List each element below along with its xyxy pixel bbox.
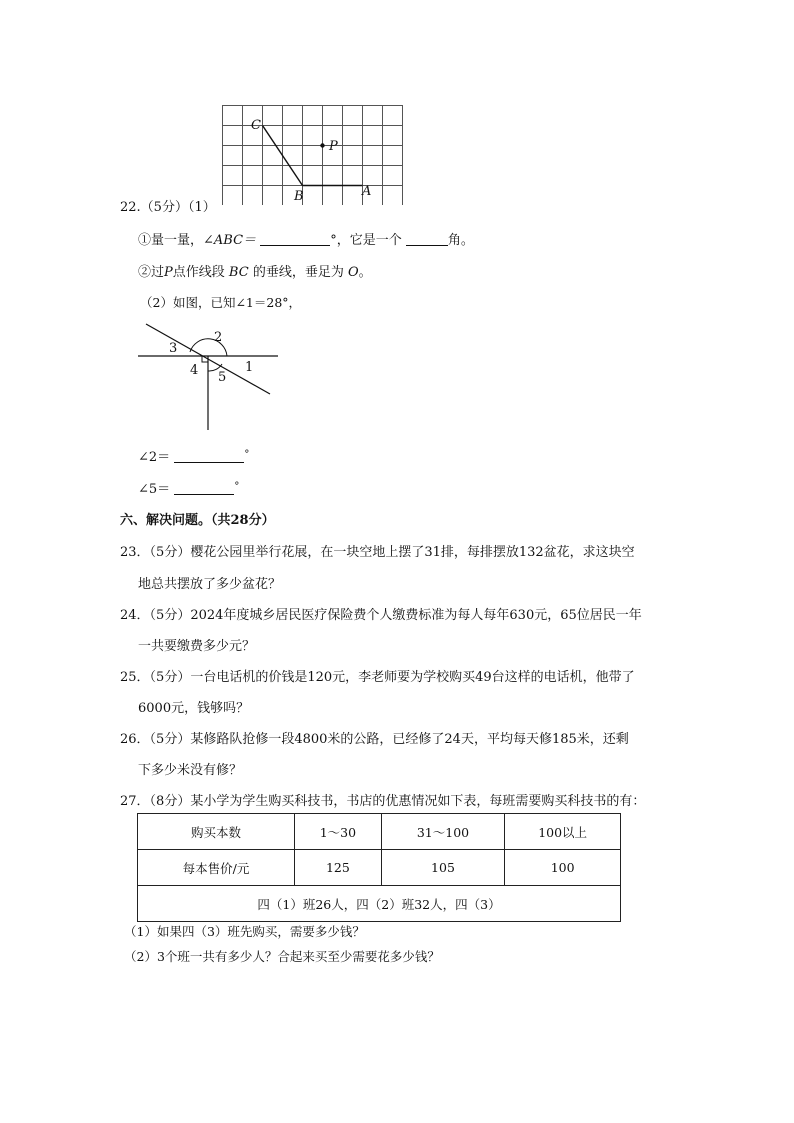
table-cell: 105 [381,850,505,886]
table-cell: 100 [505,850,621,886]
section-6-heading: 六、解决问题。（共28分） [120,513,275,528]
q24-line1: 24．（5分）2024年度城乡居民医疗保险费个人缴费标准为每人每年630元，65位居民一年 [120,608,642,623]
answer-blank-angle5[interactable] [174,482,234,495]
q27-sub2: （2）3个班一共有多少人？合起来买至少需要花多少钱？ [124,949,440,964]
table-cell: 每本售价/元 [138,850,295,886]
q22-line2-p: P [164,265,173,280]
q22-ans2 [138,446,249,465]
label-c: C [251,118,261,133]
label-b: B [294,189,304,204]
q26-line1: 26．（5分）某修路队抢修一段4800米的公路，已经修了24天，平均每天修185米，还剩 [120,732,629,747]
q22-line2-c: 的垂线，垂足为 [252,265,344,280]
q22-ans2-label: ∠2＝ [138,450,171,465]
q22-line2 [138,261,372,280]
q25-line2: 6000元，钱够吗？ [138,701,250,716]
q22-line2-o: O [347,265,359,280]
table-cell: 125 [295,850,382,886]
q26-line2: 下多少米没有修？ [138,763,243,778]
q23-line2: 地总共摆放了多少盆花？ [138,577,282,592]
angle-label-4: 4 [190,363,199,378]
q22-ans2-deg: ° [244,449,250,460]
answer-blank-angle-type[interactable] [406,233,448,246]
grid-figure [218,100,408,205]
angle-label-3: 3 [169,341,178,356]
q22-line2-bc: BC [228,265,249,280]
q22-line1-deg: °，它是一个 [330,233,402,248]
table-row [138,886,621,922]
table-cell: 100以上 [505,814,621,850]
q25-line1: 25．（5分）一台电话机的价钱是120元，李老师要为学校购买49台这样的电话机，他带了 [120,670,635,685]
q22-line1 [138,229,474,248]
point-p [320,143,324,147]
answer-blank-abc[interactable] [260,233,330,246]
q24-line2: 一共要缴费多少元？ [138,639,256,654]
angle-label-5: 5 [218,370,227,385]
table-cell-class-sizes: 四（1）班26人，四（2）班32人，四（3） [138,886,621,922]
q23-line1: 23．（5分）樱花公园里举行花展，在一块空地上摆了31排，每排摆放132盆花，求这块空 [120,545,635,560]
answer-blank-angle2[interactable] [174,450,244,463]
q22-line2-d: 。 [358,265,372,280]
q22-line2-a: ②过 [138,265,165,280]
label-p: P [329,139,338,154]
angle-figure [132,318,282,433]
table-row [138,814,621,850]
q22-part2: （2）如图，已知∠1＝28°， [140,295,302,310]
q22-line1-suffix: 角。 [447,233,474,248]
angle-label-2: 2 [214,330,223,345]
price-table [137,813,621,922]
q22-angle-abc: ∠ABC＝ [203,233,257,248]
q27-sub1: （1）如果四（3）班先购买，需要多少钱？ [124,924,365,939]
angle-label-1: 1 [245,360,254,375]
q22-number: 22.（5分）（1） [120,200,216,215]
table-cell: 购买本数 [138,814,295,850]
table-cell: 31～100 [381,814,505,850]
q22-line1-prefix: ①量一量， [138,233,204,248]
q22-ans5-label: ∠5＝ [138,482,171,497]
table-cell: 1～30 [295,814,382,850]
q22-ans5 [138,478,239,497]
q22-line2-b: 点作线段 [172,265,225,280]
table-row [138,850,621,886]
q22-ans5-deg: ° [234,481,240,492]
label-a: A [362,184,372,199]
grid-border [223,106,403,206]
q27-line1: 27．（8分）某小学为学生购买科技书，书店的优惠情况如下表，每班需要购买科技书的有： [120,794,646,809]
